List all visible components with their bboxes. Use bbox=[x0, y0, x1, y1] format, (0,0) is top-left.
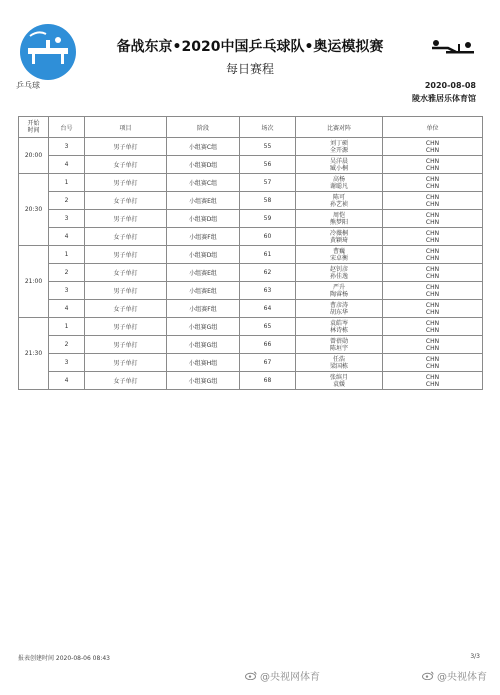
event-cell: 男子单打 bbox=[85, 318, 167, 336]
stage-cell: 小组赛H组 bbox=[167, 354, 240, 372]
player-name: 任浩 bbox=[332, 355, 345, 363]
match-no-cell: 63 bbox=[240, 282, 296, 300]
start-time-cell: 21:00 bbox=[19, 246, 49, 318]
event-cell: 女子单打 bbox=[85, 192, 167, 210]
unit-name: CHN bbox=[425, 164, 440, 172]
table-no-cell: 3 bbox=[49, 282, 85, 300]
start-time-cell: 20:00 bbox=[19, 138, 49, 174]
match-cell bbox=[296, 210, 383, 228]
unit-name: CHN bbox=[425, 290, 440, 298]
unit-name: CHN bbox=[425, 236, 440, 244]
player-name: 陈可 bbox=[332, 193, 345, 201]
player-name: 高杨 bbox=[332, 175, 345, 183]
table-no-cell: 4 bbox=[49, 372, 85, 390]
schedule-body bbox=[19, 138, 483, 390]
match-cell bbox=[296, 264, 383, 282]
unit-name: CHN bbox=[425, 337, 440, 345]
table-no-cell: 1 bbox=[49, 318, 85, 336]
table-row bbox=[19, 318, 483, 336]
player-name: 熊梦阳 bbox=[329, 218, 348, 226]
player-name: 曹彦涛 bbox=[329, 301, 348, 309]
unit-cell bbox=[383, 246, 483, 264]
player-name: 袁媛 bbox=[332, 380, 345, 388]
unit-name: CHN bbox=[425, 319, 440, 327]
unit-name: CHN bbox=[425, 326, 440, 334]
player-name: 孙佳逸 bbox=[329, 272, 348, 280]
match-no-cell: 62 bbox=[240, 264, 296, 282]
player-name: 谢聪凡 bbox=[329, 182, 348, 190]
header-match-no: 场次 bbox=[240, 117, 296, 138]
table-row bbox=[19, 372, 483, 390]
match-no-cell: 57 bbox=[240, 174, 296, 192]
match-cell bbox=[296, 156, 383, 174]
watermark-text: @央视网体育 bbox=[260, 672, 320, 683]
unit-name: CHN bbox=[425, 200, 440, 208]
event-cell: 女子单打 bbox=[85, 300, 167, 318]
table-row bbox=[19, 282, 483, 300]
player-name: 胡东华 bbox=[329, 308, 348, 316]
stage-cell: 小组赛D组 bbox=[167, 156, 240, 174]
event-cell: 男子单打 bbox=[85, 282, 167, 300]
header-table-no: 台号 bbox=[49, 117, 85, 138]
player-name: 严升 bbox=[332, 283, 345, 291]
player-name: 吴洋晨 bbox=[329, 157, 348, 165]
table-no-cell: 2 bbox=[49, 264, 85, 282]
event-cell: 男子单打 bbox=[85, 138, 167, 156]
watermark-cctv-net bbox=[245, 668, 320, 683]
player-name: 全开源 bbox=[329, 146, 348, 154]
table-no-cell: 2 bbox=[49, 192, 85, 210]
unit-cell bbox=[383, 264, 483, 282]
match-no-cell: 60 bbox=[240, 228, 296, 246]
player-name: 宋卓衡 bbox=[329, 254, 348, 262]
unit-name: CHN bbox=[425, 218, 440, 226]
unit-name: CHN bbox=[425, 301, 440, 309]
table-no-cell: 3 bbox=[49, 210, 85, 228]
match-no-cell: 61 bbox=[240, 246, 296, 264]
table-row bbox=[19, 192, 483, 210]
start-time-cell: 20:30 bbox=[19, 174, 49, 246]
unit-cell bbox=[383, 138, 483, 156]
table-header-row bbox=[19, 117, 483, 138]
match-no-cell: 55 bbox=[240, 138, 296, 156]
unit-cell bbox=[383, 372, 483, 390]
player-name: 陈垣宇 bbox=[329, 344, 348, 352]
unit-cell bbox=[383, 318, 483, 336]
player-name: 袁皓岑 bbox=[329, 319, 348, 327]
unit-name: CHN bbox=[425, 229, 440, 237]
table-no-cell: 4 bbox=[49, 300, 85, 318]
report-created-time: 报表创建时间 2020-08-06 08:43 bbox=[18, 655, 110, 662]
event-cell: 女子单打 bbox=[85, 156, 167, 174]
event-cell: 男子单打 bbox=[85, 210, 167, 228]
match-no-cell: 65 bbox=[240, 318, 296, 336]
stage-cell: 小组赛G组 bbox=[167, 336, 240, 354]
match-cell bbox=[296, 354, 383, 372]
unit-name: CHN bbox=[425, 157, 440, 165]
unit-name: CHN bbox=[425, 380, 440, 388]
unit-cell bbox=[383, 336, 483, 354]
table-row bbox=[19, 138, 483, 156]
player-name: 梁国栋 bbox=[329, 362, 348, 370]
match-no-cell: 67 bbox=[240, 354, 296, 372]
unit-name: CHN bbox=[425, 265, 440, 273]
match-no-cell: 59 bbox=[240, 210, 296, 228]
start-time-cell: 21:30 bbox=[19, 318, 49, 390]
table-no-cell: 4 bbox=[49, 228, 85, 246]
unit-name: CHN bbox=[425, 247, 440, 255]
table-no-cell: 1 bbox=[49, 246, 85, 264]
table-no-cell: 2 bbox=[49, 336, 85, 354]
match-no-cell: 68 bbox=[240, 372, 296, 390]
header-match: 比赛对阵 bbox=[296, 117, 383, 138]
stage-cell: 小组赛E组 bbox=[167, 192, 240, 210]
weibo-icon bbox=[422, 671, 434, 680]
venue: 陵水雅居乐体育馆 bbox=[412, 94, 476, 103]
unit-name: CHN bbox=[425, 254, 440, 262]
match-cell bbox=[296, 300, 383, 318]
player-name: 冷薇桐 bbox=[329, 229, 348, 237]
event-cell: 男子单打 bbox=[85, 336, 167, 354]
match-cell bbox=[296, 336, 383, 354]
player-name: 黄颖琦 bbox=[329, 236, 348, 244]
page-subtitle: 每日赛程 bbox=[225, 62, 274, 76]
table-row bbox=[19, 210, 483, 228]
match-cell bbox=[296, 282, 383, 300]
stage-cell: 小组赛F组 bbox=[167, 300, 240, 318]
unit-name: CHN bbox=[425, 146, 440, 154]
table-row bbox=[19, 300, 483, 318]
table-no-cell: 4 bbox=[49, 156, 85, 174]
player-name: 陶睿杨 bbox=[329, 290, 348, 298]
table-row bbox=[19, 156, 483, 174]
unit-name: CHN bbox=[425, 272, 440, 280]
unit-name: CHN bbox=[425, 193, 440, 201]
player-name: 刘丁硕 bbox=[329, 139, 348, 147]
match-no-cell: 58 bbox=[240, 192, 296, 210]
table-row bbox=[19, 264, 483, 282]
match-no-cell: 56 bbox=[240, 156, 296, 174]
match-cell bbox=[296, 174, 383, 192]
match-cell bbox=[296, 138, 383, 156]
unit-name: CHN bbox=[425, 182, 440, 190]
match-no-cell: 64 bbox=[240, 300, 296, 318]
unit-name: CHN bbox=[425, 308, 440, 316]
unit-cell bbox=[383, 210, 483, 228]
logo-caption: 乒乓球 bbox=[16, 81, 40, 90]
player-name: 赵钊彦 bbox=[329, 265, 348, 273]
unit-cell bbox=[383, 282, 483, 300]
header-start-time: 开始 时间 bbox=[19, 117, 49, 138]
stage-cell: 小组赛C组 bbox=[167, 174, 240, 192]
unit-name: CHN bbox=[425, 139, 440, 147]
page-title: 备战东京•2020中国乒乓球队•奥运模拟赛 bbox=[116, 39, 384, 55]
table-no-cell: 3 bbox=[49, 354, 85, 372]
match-cell bbox=[296, 318, 383, 336]
player-name: 臧小桐 bbox=[329, 164, 348, 172]
unit-cell bbox=[383, 300, 483, 318]
table-row bbox=[19, 354, 483, 372]
table-tennis-player-icon bbox=[428, 38, 478, 58]
unit-name: CHN bbox=[425, 283, 440, 291]
unit-name: CHN bbox=[425, 362, 440, 370]
stage-cell: 小组赛C组 bbox=[167, 138, 240, 156]
unit-cell bbox=[383, 174, 483, 192]
stage-cell: 小组赛D组 bbox=[167, 210, 240, 228]
unit-name: CHN bbox=[425, 344, 440, 352]
table-row bbox=[19, 246, 483, 264]
unit-name: CHN bbox=[425, 211, 440, 219]
match-no-cell: 66 bbox=[240, 336, 296, 354]
event-cell: 女子单打 bbox=[85, 228, 167, 246]
unit-cell bbox=[383, 354, 483, 372]
table-no-cell: 1 bbox=[49, 174, 85, 192]
watermark-text: @央视体育 bbox=[437, 672, 487, 683]
match-cell bbox=[296, 228, 383, 246]
event-cell: 女子单打 bbox=[85, 372, 167, 390]
page-number: 3/3 bbox=[470, 653, 480, 660]
stage-cell: 小组赛G组 bbox=[167, 372, 240, 390]
player-name: 孙艺祯 bbox=[329, 200, 348, 208]
table-row bbox=[19, 174, 483, 192]
watermark-cctv-sports bbox=[422, 668, 487, 683]
stage-cell: 小组赛F组 bbox=[167, 228, 240, 246]
header-unit: 单位 bbox=[383, 117, 483, 138]
stage-cell: 小组赛G组 bbox=[167, 318, 240, 336]
match-cell bbox=[296, 192, 383, 210]
event-cell: 男子单打 bbox=[85, 354, 167, 372]
player-name: 曾蓓勋 bbox=[329, 337, 348, 345]
event-cell: 女子单打 bbox=[85, 264, 167, 282]
player-name: 林诗栋 bbox=[329, 326, 348, 334]
unit-name: CHN bbox=[425, 175, 440, 183]
event-cell: 男子单打 bbox=[85, 246, 167, 264]
weibo-icon bbox=[245, 671, 257, 680]
player-name: 曹巍 bbox=[332, 247, 345, 255]
player-name: 周恺 bbox=[332, 211, 345, 219]
unit-cell bbox=[383, 156, 483, 174]
table-row bbox=[19, 228, 483, 246]
event-cell: 男子单打 bbox=[85, 174, 167, 192]
player-name: 张缤月 bbox=[329, 373, 348, 381]
header-event: 项目 bbox=[85, 117, 167, 138]
stage-cell: 小组赛D组 bbox=[167, 246, 240, 264]
unit-cell bbox=[383, 228, 483, 246]
unit-name: CHN bbox=[425, 373, 440, 381]
schedule-table bbox=[18, 116, 483, 390]
match-cell bbox=[296, 372, 383, 390]
table-no-cell: 3 bbox=[49, 138, 85, 156]
stage-cell: 小组赛E组 bbox=[167, 264, 240, 282]
stage-cell: 小组赛E组 bbox=[167, 282, 240, 300]
header-stage: 阶段 bbox=[167, 117, 240, 138]
unit-name: CHN bbox=[425, 355, 440, 363]
table-row bbox=[19, 336, 483, 354]
schedule-date: 2020-08-08 bbox=[424, 81, 476, 90]
match-cell bbox=[296, 246, 383, 264]
unit-cell bbox=[383, 192, 483, 210]
